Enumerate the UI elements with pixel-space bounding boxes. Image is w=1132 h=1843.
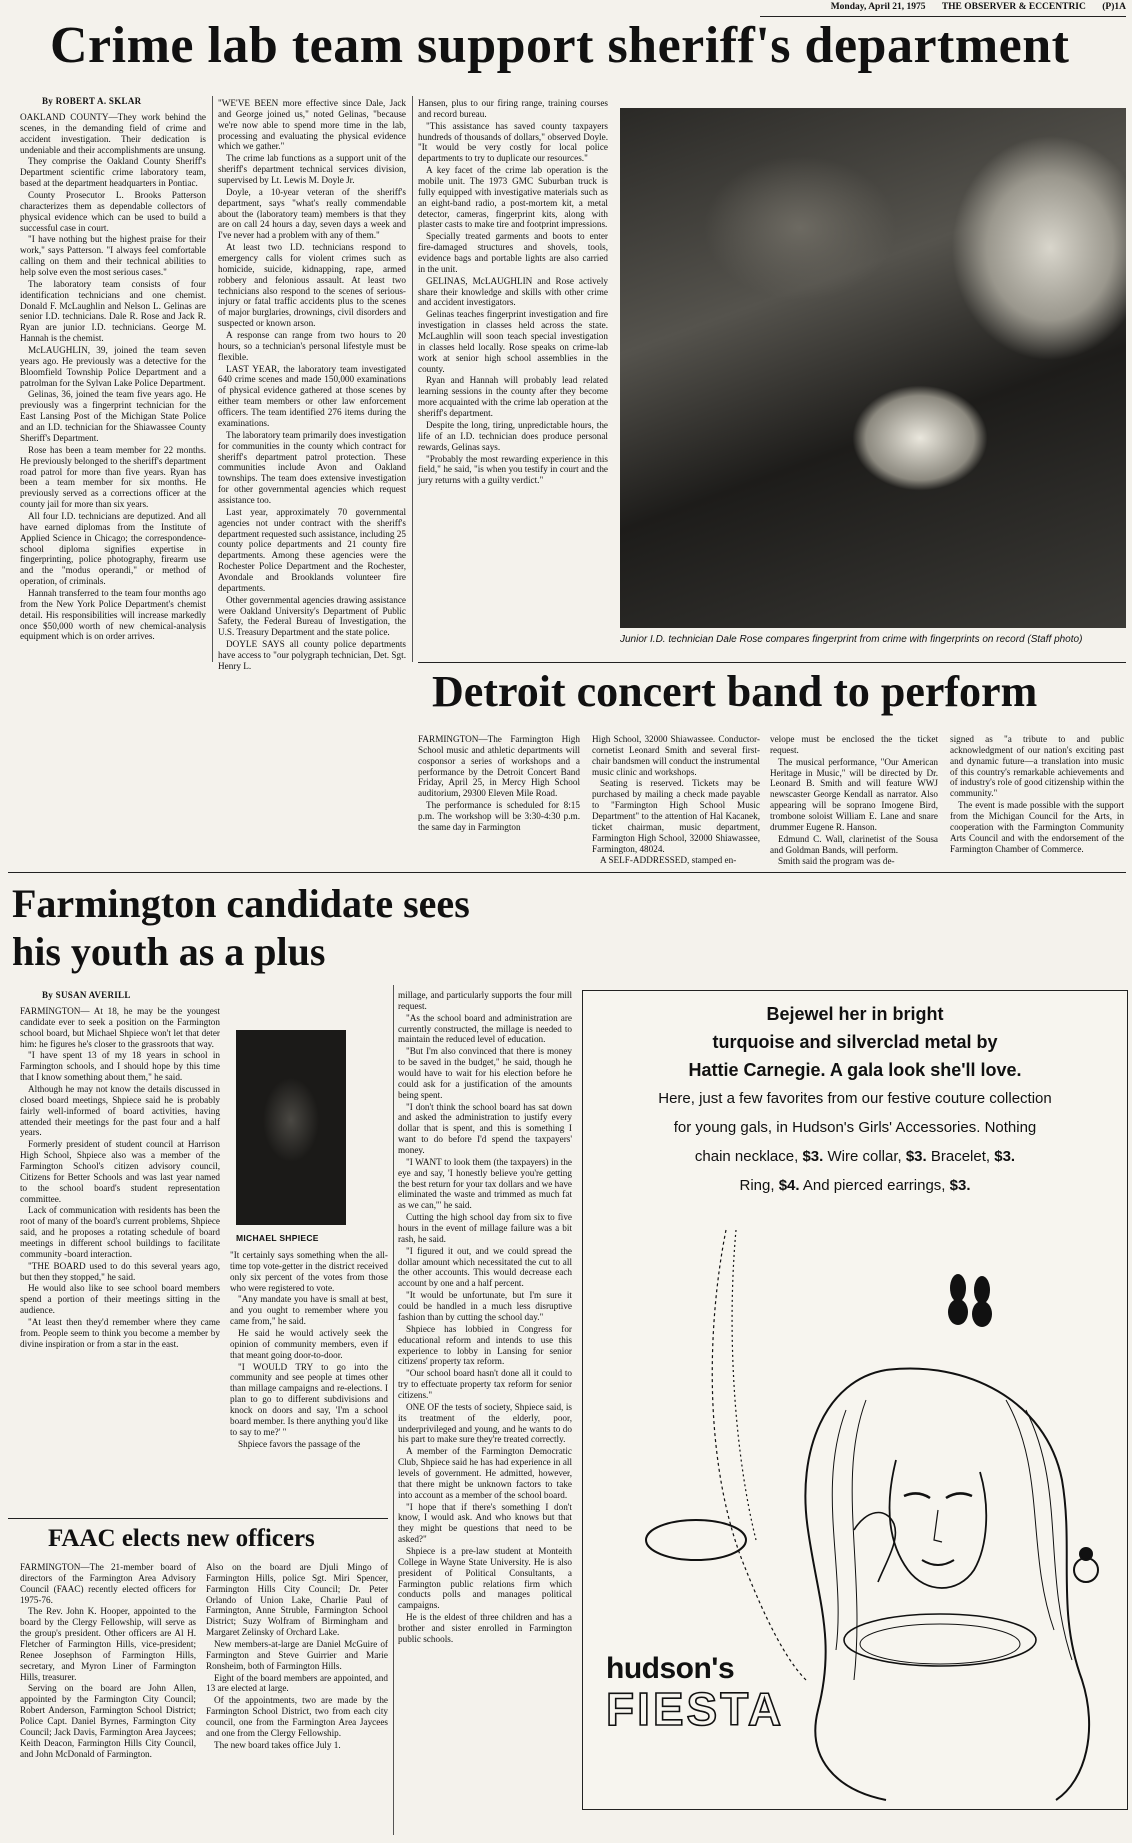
paragraph: Smith said the program was de- bbox=[778, 856, 895, 867]
crime-lab-photo-caption: Junior I.D. technician Dale Rose compares fingerprint from crime with fingerprints on record (Staff photo) bbox=[620, 634, 1083, 645]
section-rule bbox=[418, 662, 1126, 663]
column-rule bbox=[412, 96, 413, 662]
paragraph: The performance is scheduled for 8:15 p.m. The workshop will be 3:30-4:30 p.m. the same day in Farmington bbox=[418, 800, 580, 832]
concert-band-column-3 bbox=[770, 734, 938, 868]
ad-body-line bbox=[592, 1171, 1118, 1200]
paragraph: Seating is reserved. Tickets may be purchased by mailing a check made payable to "Farmington High School Music Department" to the attention of Hal Kacanek, ticket chairman, music department, Farmington High School, 32000 Shiawassee, Farmington, 48024. bbox=[592, 778, 760, 854]
paragraph: Of the appointments, two are made by the Farmington School District, two from each city council, one from the Farmington Area Jaycees and one from the Clergy Fellowship. bbox=[206, 1695, 388, 1738]
candidate-column-1 bbox=[20, 1006, 220, 1506]
paragraph: millage, and particularly supports the four mill request. bbox=[398, 990, 572, 1011]
paragraph: ONE OF the tests of society, Shpiece said, is its treatment of the elderly, poor, underprivileged and young, and he wants to do his part to make sure they're treated correctly. bbox=[398, 1401, 572, 1445]
column-rule bbox=[212, 96, 213, 662]
ad-price: $3. bbox=[802, 1148, 824, 1165]
paragraph: They comprise the Oakland County Sheriff's Department scientific crime laboratory team, based at the department headquarters in Pontiac. bbox=[20, 156, 206, 189]
chain-necklace-icon bbox=[712, 1230, 806, 1680]
paragraph: "Probably the most rewarding experience in this field," he said, "is when you testify in court and the jury returns with a guilty verdict." bbox=[418, 453, 608, 486]
ad-headline-line: Bejewel her in bright bbox=[766, 1004, 944, 1024]
paragraph: He would also like to see school board members spend a portion of their meetings sitting in the audience. bbox=[20, 1283, 220, 1316]
paragraph: McLAUGHLIN, 39, joined the team seven years ago. He previously was a detective for the Bloomfield Township Police Department and a patrolman for the Sylvan Lake Police Department. bbox=[20, 345, 206, 388]
paragraph: County Prosecutor L. Brooks Patterson characterizes them as dependable collectors of physical evidence which can be used to build a successful case in court. bbox=[20, 190, 206, 233]
paragraph: The Rev. John K. Hooper, appointed to the board by the Clergy Fellowship, will serve as the group's president. Other officers are Al H. Fletcher of Farmington Hills, vice-president; Renee Josephson of Farmington Hills, secretary, and Myron Liner of Farmington Hills, treasurer. bbox=[20, 1606, 196, 1682]
paragraph: "As the school board and administration are currently constructed, the millage is needed to maintain the reduced level of education. bbox=[398, 1012, 572, 1045]
concert-band-headline: Detroit concert band to perform bbox=[432, 667, 1038, 716]
faac-headline: FAAC elects new officers bbox=[48, 1525, 315, 1552]
ad-body-line: Here, just a few favorites from our festive couture collection bbox=[658, 1090, 1052, 1107]
concert-band-column-4 bbox=[950, 734, 1124, 868]
masthead-date: Monday, April 21, 1975 bbox=[830, 2, 926, 12]
paragraph: A key facet of the crime lab operation is the mobile unit. The 1973 GMC Suburban truck is fully equipped with investigative materials such as an eight-band radio, a post-mortem kit, a metal detector, cameras, fingerprint kits, along with plaster casts to make tire and footprint impressions. bbox=[418, 165, 608, 230]
paragraph: "I hope that if there's something I don't know, I would ask. And who knows but that they might be questions that need to be asked?" bbox=[398, 1501, 572, 1545]
paragraph: "This assistance has saved county taxpayers hundreds of thousands of dollars," observed Doyle. "It would be very costly for local police departments to try to duplicate our resources." bbox=[418, 120, 608, 164]
crime-lab-photo bbox=[620, 108, 1126, 628]
ad-text: And pierced earrings, bbox=[799, 1177, 950, 1194]
paragraph: "WE'VE BEEN more effective since Dale, Jack and George joined us," noted Gelinas, "because we're now able to spend more time in the lab, processing and evaluating the physical evidence which we gather." bbox=[218, 98, 406, 152]
paragraph: velope must be enclosed the the ticket request. bbox=[770, 734, 938, 755]
paragraph: The crime lab functions as a support unit of the sheriff's department technical services division, supervised by Lt. Lewis M. Doyle Jr. bbox=[218, 153, 406, 186]
ad-price: $3. bbox=[905, 1148, 927, 1165]
paragraph: "I have spent 13 of my 18 years in school in Farmington schools, and I should hope by this time that I know something about them," he said. bbox=[20, 1050, 220, 1083]
bracelet-icon bbox=[646, 1520, 746, 1560]
paragraph: "I WANT to look them (the taxpayers) in the eye and say, 'I honestly believe you're getting the best return for your tax dollars and we have eliminated the waste and trimmed as much fat as we can,'" he said. bbox=[398, 1156, 572, 1211]
paragraph: All four I.D. technicians are deputized. And all have earned diplomas from the Institute of Applied Science in Chicago; the correspondence-school diploma signifies expertise in fingerprinting, police photography, firearm use and the "modus operandi," or method of operation, of criminals. bbox=[20, 510, 206, 587]
paragraph: Doyle, a 10-year veteran of the sheriff's department, says "what's really commendable about the (laboratory team) members is that they are on call 24 hours a day, seven days a week and I've never had a problem with any of them." bbox=[218, 186, 406, 241]
faac-column-2 bbox=[206, 1562, 388, 1834]
paragraph: A member of the Farmington Democratic Club, Shpiece said he has had experience in all levels of government. He admitted, however, that there might be unknown factors to take into account as a member of the school board. bbox=[398, 1446, 572, 1500]
ring-icon bbox=[1074, 1548, 1098, 1582]
brand-name: hudson's bbox=[606, 1652, 735, 1685]
paragraph: FARMINGTON—The Farmington High School music and athletic departments will cosponsor a series of workshops and a performance by the Detroit Concert Band Friday, April 25, in Mercy High School auditorium, 29300 Eleven Mile Road. bbox=[418, 734, 580, 799]
candidate-photo-caption: MICHAEL SHPIECE bbox=[236, 1233, 319, 1243]
crime-lab-byline: By ROBERT A. SKLAR bbox=[42, 96, 142, 106]
paragraph: Hannah transferred to the team four months ago from the New York Police Department's chemist detail. His responsibilities will increase markedly once $50,000 worth of new chemical-analysis equipment which is on order arrives. bbox=[20, 587, 206, 642]
paragraph: "But I'm also convinced that there is money to be saved in the budget," he said, though he would have to wait for his election before he could ask for a justification of the amounts being spent. bbox=[398, 1046, 572, 1100]
paragraph: "At least then they'd remember where they came from. People seem to think you become a member by divine inspiration or from a star in the east. bbox=[20, 1317, 220, 1349]
crime-lab-column-2 bbox=[218, 98, 406, 671]
ad-headline bbox=[592, 1000, 1118, 1084]
ad-text: Bracelet, bbox=[926, 1148, 995, 1165]
paragraph: Specially treated garments and boots to enter fire-damaged structures and shovels, tools, evidence bags and portable lights are also carried in the unit. bbox=[418, 231, 608, 274]
paragraph: "I WOULD TRY to go into the community and see people at times other than millage campaigns and re-elections. I plan to go to different subdivisions and knock on doors and say, 'I'm a school board member. Is there anything you'd like to say to me?' " bbox=[230, 1361, 388, 1437]
ad-body bbox=[592, 1084, 1118, 1200]
paragraph: Eight of the board members are appointed, and 13 are elected at large. bbox=[206, 1672, 388, 1694]
hudsons-fiesta-logo bbox=[606, 1652, 785, 1735]
paragraph: "I figured it out, and we could spread the dollar amount which necessitated the cut to all the other accounts. This would decrease each account by one and a half percent. bbox=[398, 1245, 572, 1289]
paragraph: Formerly president of student council at Harrison High School, Shpiece also was a member of the Farmington School's citizen advisory council, Citizens for Better Schools and was last year named to the school board's student representation committee. bbox=[20, 1139, 220, 1204]
paragraph: "I have nothing but the highest praise for their work," says Patterson. "I always feel comfortable calling on them and their technical abilities to help solve even the most serious cases." bbox=[20, 234, 206, 278]
paragraph: Although he may not know the details discussed in closed board meetings, Shpiece said he is probably fairly well-informed of board activities, having attended their meetings for the past four and a half years. bbox=[20, 1084, 220, 1138]
paragraph: Hansen, plus to our firing range, training courses and record bureau. bbox=[418, 98, 608, 119]
paragraph: FARMINGTON— At 18, he may be the youngest candidate ever to seek a position on the Farmington school board, but Michael Shpiece won't let that deter him: he figures he's closer to the grassroots that way. bbox=[20, 1006, 220, 1049]
paragraph: Serving on the board are John Allen, appointed by the Farmington City Council; Robert Anderson, Farmington School District; Police Capt. Daniel Byrnes, Farmington City Council; Jack Davis, Farmington Area Jaycees; Keith Deacon, Farmington Hills City Council, and John McDonald of Farmington. bbox=[20, 1683, 196, 1759]
paragraph: Other governmental agencies drawing assistance were Oakland University's Department of Public Safety, the Federal Bureau of Investigation, the U.S. Treasury Department and the state police. bbox=[218, 594, 406, 638]
paragraph: Shpiece has lobbied in Congress for educational reform and intends to use this experience to lobby in Lansing for senior citizens' property tax reform. bbox=[398, 1323, 572, 1367]
paragraph: "Any mandate you have is small at best, and you ought to remember where you came from," he said. bbox=[230, 1294, 388, 1327]
ad-price: $3. bbox=[994, 1148, 1016, 1165]
candidate-headline: Farmington candidate sees his youth as a plus bbox=[12, 881, 470, 974]
paragraph: At least two I.D. technicians respond to emergency calls for violent crimes such as homicide, suicide, kidnapping, rape, armed robbery and felonious assault. At least two technicians also respond to the scenes of serious-injury or fatal traffic accidents plus to the scenes of major burglaries, drownings, civil disorders and suspected or known arson. bbox=[218, 242, 406, 329]
paragraph: Rose has been a team member for 22 months. He previously belonged to the sheriff's department road patrol for more than five years. Ryan has been a team member for six months. He previously served as a corrections officer at the county jail for more than six years. bbox=[20, 444, 206, 510]
paragraph: New members-at-large are Daniel McGuire of Farmington and Steve Guirrier and Marie Ronsheim, both of Farmington Hills. bbox=[206, 1639, 388, 1671]
paragraph: Shpiece favors the passage of the bbox=[238, 1438, 361, 1449]
ad-body-line bbox=[592, 1142, 1118, 1171]
paragraph: The musical performance, "Our American Heritage in Music," will be directed by Dr. Leonard B. Smith and will feature WWJ newscaster George Kendall as narrator. Also appearing will be soprano Imogene Bird, trombone soloist William E. Lane and snare drummer Eugene R. Hanson. bbox=[770, 756, 938, 832]
paragraph: Despite the long, tiring, unpredictable hours, the life of an I.D. technician does produce personal rewards, Gelinas says. bbox=[418, 419, 608, 452]
paragraph: GELINAS, McLAUGHLIN and Rose actively share their knowledge and skills with other crime and accident investigators. bbox=[418, 275, 608, 308]
concert-band-column-1 bbox=[418, 734, 580, 868]
ad-price: $4. bbox=[778, 1177, 800, 1194]
ad-headline-line: turquoise and silverclad metal by bbox=[712, 1032, 998, 1052]
candidate-column-2 bbox=[230, 1250, 388, 1512]
section-rule bbox=[8, 1518, 388, 1519]
paragraph: He said he would actively seek the opinion of community members, even if that meant going door-to-door. bbox=[230, 1328, 388, 1360]
paragraph: A SELF-ADDRESSED, stamped en- bbox=[600, 855, 737, 866]
candidate-column-3 bbox=[398, 990, 572, 1828]
ad-body-line: for young gals, in Hudson's Girls' Accessories. Nothing bbox=[673, 1119, 1037, 1136]
concert-band-column-2 bbox=[592, 734, 760, 868]
paragraph: "It would be unfortunate, but I'm sure it could be handled in a much less disruptive fashion than by cutting the school day." bbox=[398, 1290, 572, 1322]
paragraph: Shpiece is a pre-law student at Monteith College in Wayne State University. He is also president of Political Consultants, a Farmington public relations firm which conducts polls and manages political campaigns. bbox=[398, 1545, 572, 1611]
paragraph: The event is made possible with the support from the Michigan Council for the Arts, in cooperation with the Farmington Community Arts Council and with the endorsement of the Farmington Chamber of Commerce. bbox=[950, 800, 1124, 854]
paragraph: LAST YEAR, the laboratory team investigated 640 crime scenes and made 150,000 examinations of physical evidence gathered at those scenes by either team members or other law enforcement officers. The team identified 276 items during the examinations. bbox=[218, 363, 406, 428]
candidate-photo bbox=[236, 1030, 346, 1225]
crime-lab-column-3 bbox=[418, 98, 608, 646]
paragraph: OAKLAND COUNTY—They work behind the scenes, in the demanding field of crime and accident investigation. Their dedication is undeniable and their accomplishments are unsung. bbox=[20, 112, 206, 155]
paragraph: A response can range from two hours to 20 hours, so a technician's personal lifestyle must be flexible. bbox=[218, 330, 406, 362]
candidate-byline: By SUSAN AVERILL bbox=[42, 990, 131, 1000]
crime-lab-column-1 bbox=[20, 112, 206, 660]
paragraph: DOYLE SAYS all county police departments have access to "our polygraph technician, Det. Sgt. Henry L. bbox=[218, 639, 406, 671]
column-rule bbox=[393, 985, 394, 1835]
paragraph: signed as "a tribute to and public acknowledgment of our nation's exciting past and dynamic future—a translation into music of this country's remarkable achievements and of industry's role of good citizenship within the community." bbox=[950, 734, 1124, 799]
brand-fiesta: FIESTA bbox=[606, 1683, 785, 1735]
paragraph: "Our school board hasn't done all it could to try to effectuate property tax reform for senior citizens." bbox=[398, 1368, 572, 1400]
paragraph: He is the eldest of three children and has a brother and sister enrolled in Farmington public schools. bbox=[398, 1612, 572, 1644]
crime-lab-headline: Crime lab team support sheriff's department bbox=[50, 17, 1070, 74]
ad-text: Wire collar, bbox=[823, 1148, 906, 1165]
paragraph: The laboratory team primarily does investigation for communities in the county which contract for sheriff's department patrol protection. These communities include Avon and Oakland townships. The team does extensive investigation for other governmental agencies which request assistance too. bbox=[218, 429, 406, 505]
paragraph: Also on the board are Djuli Mingo of Farmington Hills, police Sgt. Miri Spencer, Farmington Hills City Council; Dr. Peter Orlando of Union Lake, Charlie Paul of Farmington, Anne Struble, Farmington School District; Suzy Wolfram of Birmingham and Margaret Zelinsky of Orchard Lake. bbox=[206, 1562, 388, 1638]
ad-text: chain necklace, bbox=[694, 1148, 803, 1165]
paragraph: Last year, approximately 70 governmental agencies not under contract with the sheriff's department requested such assistance, including 25 county police departments and 21 county fire departments. Among these agencies were the Rochester Police Department and the Rochester, Avondale and Brooklands volunteer fire departments. bbox=[218, 506, 406, 593]
masthead-page: (P)1A bbox=[1102, 2, 1126, 12]
paragraph: Gelinas teaches fingerprint investigation and fire investigation in classes held across the state. McLaughlin will soon teach special investigation in classes held locally. Rose speaks on crime-lab work at senior high school assemblies in the county. bbox=[418, 309, 608, 374]
ad-headline-line: Hattie Carnegie. A gala look she'll love. bbox=[688, 1060, 1022, 1080]
paragraph: The new board takes office July 1. bbox=[214, 1739, 341, 1750]
paragraph: Lack of communication with residents has been the root of many of the board's current problems, Shpiece said, and he proposes a rotating schedule of board meetings in different school buildings to facilitate community -board interaction. bbox=[20, 1205, 220, 1259]
paragraph: The laboratory team consists of four identification technicians and one chemist. Donald F. McLaughlin and Nelson L. Gelinas are senior I.D. technicians. Dale R. Rose and Jack R. Ryan are junior I.D. technicians. George M. Hannah is the chemist. bbox=[20, 278, 206, 344]
paragraph: Edmund C. Wall, clarinetist of the Sousa and Goldman Bands, will perform. bbox=[770, 833, 938, 855]
paragraph: FARMINGTON—The 21-member board of directors of the Farmington Area Advisory Council (FAAC) recently elected officers for 1975-76. bbox=[20, 1562, 196, 1605]
paragraph: Ryan and Hannah will probably lead related learning sessions in the county after they become more acquainted with the crime lab operation at the sheriff's department. bbox=[418, 375, 608, 419]
masthead-paper: THE OBSERVER & ECCENTRIC bbox=[941, 2, 1086, 12]
woman-illustration bbox=[805, 1368, 1089, 1800]
ad-text: Ring, bbox=[739, 1177, 779, 1194]
paragraph: "I don't think the school board has sat down and asked the administration to justify every dollar that is spent, and this is something I want to do before I'd spend the taxpayers' money. bbox=[398, 1101, 572, 1156]
masthead bbox=[760, 2, 1130, 16]
earrings-icon bbox=[948, 1274, 992, 1327]
section-rule bbox=[8, 872, 1126, 873]
paragraph: "It certainly says something when the all-time top vote-getter in the district received only six percent of the votes from those who were registered to vote. bbox=[230, 1250, 388, 1293]
paragraph: Gelinas, 36, joined the team five years ago. He previously was a fingerprint technician for the East Lansing Post of the Michigan State Police and an I.D. technician for the Shiawassee County Sheriff's Department. bbox=[20, 389, 206, 443]
paragraph: "THE BOARD used to do this several years ago, but then they stopped," he said. bbox=[20, 1260, 220, 1282]
paragraph: High School, 32000 Shiawassee. Conductor-cornetist Leonard Smith and several first-chair bandsmen will conduct the instrumental music clinic and workshops. bbox=[592, 734, 760, 777]
faac-column-1 bbox=[20, 1562, 196, 1834]
paragraph: Cutting the high school day from six to five hours in the event of millage failure was a bit rash, he said. bbox=[398, 1212, 572, 1244]
ad-price: $3. bbox=[949, 1177, 971, 1194]
